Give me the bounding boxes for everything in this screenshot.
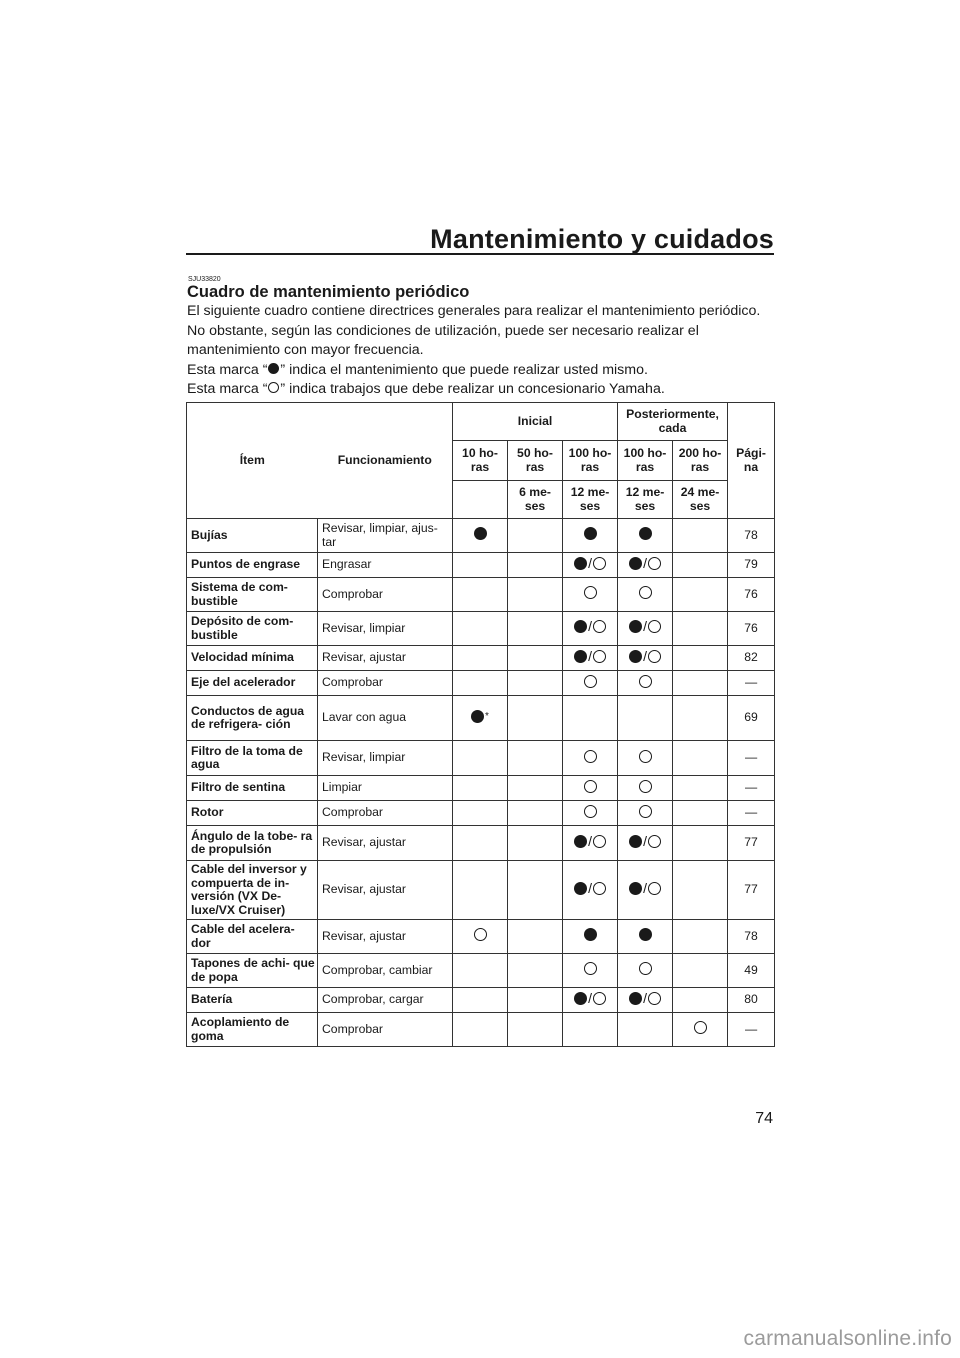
maintenance-mark xyxy=(629,554,661,571)
row-item: Conductos de agua de refrigera- ción xyxy=(187,696,318,741)
table-row xyxy=(187,519,775,553)
header-initial: Inicial xyxy=(453,403,618,441)
header-hours: 100 ho- ras xyxy=(563,441,618,481)
hollow-circle-icon xyxy=(474,928,487,941)
schedule-cell xyxy=(563,612,618,646)
section-code: SJU33820 xyxy=(188,276,221,283)
row-operation: Lavar con agua xyxy=(318,696,453,741)
maintenance-mark xyxy=(584,675,597,688)
hollow-circle-icon xyxy=(593,835,606,848)
row-operation: Revisar, ajustar xyxy=(318,826,453,861)
maintenance-mark xyxy=(694,1021,707,1034)
row-item: Filtro de sentina xyxy=(187,776,318,801)
row-operation: Revisar, limpiar xyxy=(318,741,453,776)
schedule-cell xyxy=(618,826,673,861)
schedule-cell xyxy=(618,519,673,553)
table-row xyxy=(187,696,775,741)
table-row xyxy=(187,920,775,954)
schedule-cell xyxy=(453,1013,508,1047)
row-page: 78 xyxy=(728,920,775,954)
maintenance-mark xyxy=(584,928,597,941)
table-row xyxy=(187,954,775,988)
schedule-cell xyxy=(563,1013,618,1047)
maintenance-mark xyxy=(639,527,652,540)
header-hours: 100 ho- ras xyxy=(618,441,673,481)
schedule-cell xyxy=(618,954,673,988)
table-row xyxy=(187,1013,775,1047)
row-item: Cable del acelera- dor xyxy=(187,920,318,954)
schedule-cell xyxy=(508,696,563,741)
schedule-cell xyxy=(563,553,618,578)
hollow-circle-icon xyxy=(584,586,597,599)
row-operation: Comprobar, cargar xyxy=(318,988,453,1013)
maintenance-mark xyxy=(584,780,597,793)
row-item: Puntos de engrase xyxy=(187,553,318,578)
schedule-cell xyxy=(563,826,618,861)
row-page: 77 xyxy=(728,861,775,920)
schedule-cell xyxy=(563,801,618,826)
row-item: Depósito de com- bustible xyxy=(187,612,318,646)
slash-separator: / xyxy=(588,832,592,849)
filled-circle-icon xyxy=(574,835,587,848)
maintenance-mark xyxy=(584,527,597,540)
schedule-cell xyxy=(673,988,728,1013)
table-row xyxy=(187,988,775,1013)
hollow-circle-icon xyxy=(639,780,652,793)
filled-circle-icon xyxy=(574,557,587,570)
hollow-circle-icon xyxy=(584,750,597,763)
maintenance-mark xyxy=(574,879,606,896)
header-operation: Funcionamiento xyxy=(318,403,453,519)
hollow-circle-icon xyxy=(268,382,279,393)
legend-suffix: ” indica trabajos que debe realizar un concesionario Yamaha. xyxy=(280,381,665,398)
schedule-cell xyxy=(618,553,673,578)
schedule-cell xyxy=(453,954,508,988)
filled-circle-icon xyxy=(629,650,642,663)
asterisk-note: * xyxy=(485,710,489,722)
schedule-cell xyxy=(673,553,728,578)
schedule-cell xyxy=(618,801,673,826)
row-item: Cable del inversor y compuerta de in- versión (VX De- luxe/VX Cruiser) xyxy=(187,861,318,920)
row-page: 82 xyxy=(728,646,775,671)
schedule-cell xyxy=(508,519,563,553)
filled-circle-icon xyxy=(574,650,587,663)
schedule-cell xyxy=(508,671,563,696)
table-row xyxy=(187,861,775,920)
row-page: — xyxy=(728,776,775,801)
header-page: Pági- na xyxy=(728,403,775,519)
maintenance-mark xyxy=(471,710,489,724)
filled-circle-icon xyxy=(629,835,642,848)
table-row xyxy=(187,671,775,696)
hollow-circle-icon xyxy=(648,620,661,633)
page-title: Mantenimiento y cuidados xyxy=(430,224,774,254)
maintenance-mark xyxy=(574,554,606,571)
schedule-cell xyxy=(508,646,563,671)
hollow-circle-icon xyxy=(593,620,606,633)
schedule-cell xyxy=(453,861,508,920)
row-operation: Limpiar xyxy=(318,776,453,801)
schedule-cell xyxy=(453,646,508,671)
schedule-cell xyxy=(618,578,673,612)
schedule-cell xyxy=(453,920,508,954)
row-page: 77 xyxy=(728,826,775,861)
legend-suffix: ” indica el mantenimiento que puede realizar usted mismo. xyxy=(280,361,648,378)
maintenance-mark xyxy=(474,527,487,540)
title-rule xyxy=(186,253,774,255)
schedule-cell xyxy=(508,776,563,801)
schedule-cell xyxy=(673,696,728,741)
hollow-circle-icon xyxy=(593,992,606,1005)
schedule-cell xyxy=(618,671,673,696)
row-operation: Comprobar, cambiar xyxy=(318,954,453,988)
schedule-cell xyxy=(563,920,618,954)
schedule-cell xyxy=(673,519,728,553)
legend-filled xyxy=(187,361,777,381)
row-operation: Comprobar xyxy=(318,671,453,696)
hollow-circle-icon xyxy=(639,675,652,688)
maintenance-mark xyxy=(629,620,661,634)
hollow-circle-icon xyxy=(648,992,661,1005)
table-row xyxy=(187,776,775,801)
legend-hollow xyxy=(187,380,777,400)
slash-separator: / xyxy=(643,618,647,635)
row-operation: Revisar, ajustar xyxy=(318,920,453,954)
schedule-cell xyxy=(453,741,508,776)
filled-circle-icon xyxy=(471,710,484,723)
header-months: 24 me- ses xyxy=(673,481,728,519)
maintenance-mark xyxy=(639,928,652,941)
maintenance-mark xyxy=(629,647,661,664)
schedule-cell xyxy=(618,988,673,1013)
slash-separator: / xyxy=(588,618,592,635)
schedule-cell xyxy=(673,578,728,612)
slash-separator: / xyxy=(588,879,592,896)
row-item: Filtro de la toma de agua xyxy=(187,741,318,776)
slash-separator: / xyxy=(588,554,592,571)
legend-prefix: Esta marca “ xyxy=(187,381,268,398)
row-operation: Revisar, limpiar xyxy=(318,612,453,646)
schedule-cell xyxy=(673,826,728,861)
hollow-circle-icon xyxy=(593,650,606,663)
header-months: 12 me- ses xyxy=(563,481,618,519)
maintenance-mark xyxy=(574,647,606,664)
row-page: 69 xyxy=(728,696,775,741)
schedule-cell xyxy=(508,578,563,612)
maintenance-mark xyxy=(639,962,652,975)
schedule-cell xyxy=(618,1013,673,1047)
row-page: 80 xyxy=(728,988,775,1013)
filled-circle-icon xyxy=(629,992,642,1005)
row-operation: Revisar, limpiar, ajus- tar xyxy=(318,519,453,553)
schedule-cell xyxy=(453,988,508,1013)
row-item: Eje del acelerador xyxy=(187,671,318,696)
schedule-cell xyxy=(618,646,673,671)
hollow-circle-icon xyxy=(593,882,606,895)
table-row xyxy=(187,578,775,612)
hollow-circle-icon xyxy=(639,750,652,763)
maintenance-mark xyxy=(639,750,652,763)
schedule-cell xyxy=(618,612,673,646)
filled-circle-icon xyxy=(584,527,597,540)
header-months: 12 me- ses xyxy=(618,481,673,519)
row-page: — xyxy=(728,741,775,776)
slash-separator: / xyxy=(588,989,592,1006)
row-operation: Revisar, ajustar xyxy=(318,861,453,920)
maintenance-mark xyxy=(639,780,652,793)
row-operation: Revisar, ajustar xyxy=(318,646,453,671)
maintenance-mark xyxy=(629,832,661,849)
schedule-cell xyxy=(673,671,728,696)
hollow-circle-icon xyxy=(639,962,652,975)
schedule-cell xyxy=(563,741,618,776)
schedule-cell xyxy=(563,646,618,671)
row-page: — xyxy=(728,671,775,696)
hollow-circle-icon xyxy=(639,805,652,818)
schedule-cell xyxy=(673,776,728,801)
row-operation: Comprobar xyxy=(318,801,453,826)
row-item: Batería xyxy=(187,988,318,1013)
table-row xyxy=(187,553,775,578)
schedule-cell xyxy=(563,671,618,696)
schedule-cell xyxy=(618,776,673,801)
row-item: Velocidad mínima xyxy=(187,646,318,671)
hollow-circle-icon xyxy=(648,835,661,848)
row-item: Acoplamiento de goma xyxy=(187,1013,318,1047)
maintenance-mark xyxy=(574,989,606,1006)
hollow-circle-icon xyxy=(584,780,597,793)
schedule-cell xyxy=(563,776,618,801)
header-thereafter: Posteriormente, cada xyxy=(618,403,728,441)
schedule-cell xyxy=(453,612,508,646)
schedule-cell xyxy=(453,696,508,741)
filled-circle-icon xyxy=(474,527,487,540)
slash-separator: / xyxy=(643,832,647,849)
row-page: — xyxy=(728,1013,775,1047)
schedule-cell xyxy=(508,920,563,954)
row-item: Rotor xyxy=(187,801,318,826)
hollow-circle-icon xyxy=(584,805,597,818)
maintenance-mark xyxy=(629,879,661,896)
maintenance-mark xyxy=(584,586,597,599)
schedule-cell xyxy=(618,920,673,954)
schedule-cell xyxy=(618,696,673,741)
schedule-cell xyxy=(673,646,728,671)
maintenance-mark xyxy=(639,675,652,688)
header-months: 6 me- ses xyxy=(508,481,563,519)
row-page: — xyxy=(728,801,775,826)
schedule-cell xyxy=(673,741,728,776)
filled-circle-icon xyxy=(629,557,642,570)
schedule-cell xyxy=(453,776,508,801)
schedule-cell xyxy=(673,1013,728,1047)
row-item: Ángulo de la tobe- ra de propulsión xyxy=(187,826,318,861)
schedule-cell xyxy=(618,861,673,920)
hollow-circle-icon xyxy=(648,557,661,570)
slash-separator: / xyxy=(643,647,647,664)
filled-circle-icon xyxy=(639,928,652,941)
row-item: Sistema de com- bustible xyxy=(187,578,318,612)
header-hours: 200 ho- ras xyxy=(673,441,728,481)
schedule-cell xyxy=(508,553,563,578)
schedule-cell xyxy=(453,826,508,861)
schedule-cell xyxy=(508,826,563,861)
hollow-circle-icon xyxy=(584,675,597,688)
page-number: 74 xyxy=(755,1110,773,1127)
schedule-cell xyxy=(563,861,618,920)
filled-circle-icon xyxy=(574,992,587,1005)
filled-circle-icon xyxy=(629,620,642,633)
row-item: Tapones de achi- que de popa xyxy=(187,954,318,988)
filled-circle-icon xyxy=(574,620,587,633)
filled-circle-icon xyxy=(268,363,279,374)
maintenance-mark xyxy=(584,750,597,763)
maintenance-table xyxy=(186,402,775,1047)
schedule-cell xyxy=(508,741,563,776)
schedule-cell xyxy=(508,612,563,646)
schedule-cell xyxy=(508,954,563,988)
schedule-cell xyxy=(508,801,563,826)
slash-separator: / xyxy=(643,554,647,571)
row-page: 76 xyxy=(728,578,775,612)
schedule-cell xyxy=(673,612,728,646)
row-page: 79 xyxy=(728,553,775,578)
header-hours: 10 ho- ras xyxy=(453,441,508,481)
schedule-cell xyxy=(453,519,508,553)
row-page: 49 xyxy=(728,954,775,988)
slash-separator: / xyxy=(643,989,647,1006)
hollow-circle-icon xyxy=(648,882,661,895)
schedule-cell xyxy=(563,519,618,553)
hollow-circle-icon xyxy=(639,586,652,599)
schedule-cell xyxy=(508,1013,563,1047)
schedule-cell xyxy=(563,578,618,612)
table-row xyxy=(187,801,775,826)
schedule-cell xyxy=(508,861,563,920)
table-row xyxy=(187,741,775,776)
schedule-cell xyxy=(563,954,618,988)
schedule-cell xyxy=(453,671,508,696)
maintenance-mark xyxy=(474,928,487,941)
schedule-cell xyxy=(673,801,728,826)
hollow-circle-icon xyxy=(648,650,661,663)
slash-separator: / xyxy=(588,647,592,664)
maintenance-mark xyxy=(639,805,652,818)
row-operation: Engrasar xyxy=(318,553,453,578)
schedule-cell xyxy=(453,578,508,612)
schedule-cell xyxy=(453,801,508,826)
schedule-cell xyxy=(453,553,508,578)
watermark-url: carmanualsonline.info xyxy=(743,1327,952,1350)
maintenance-mark xyxy=(574,620,606,634)
maintenance-mark xyxy=(639,586,652,599)
row-page: 76 xyxy=(728,612,775,646)
schedule-cell xyxy=(508,988,563,1013)
table-row xyxy=(187,646,775,671)
schedule-cell xyxy=(673,920,728,954)
header-months xyxy=(453,481,508,519)
schedule-cell xyxy=(673,861,728,920)
row-page: 78 xyxy=(728,519,775,553)
schedule-cell xyxy=(563,988,618,1013)
table-row xyxy=(187,612,775,646)
legend-prefix: Esta marca “ xyxy=(187,361,268,378)
schedule-cell xyxy=(618,741,673,776)
filled-circle-icon xyxy=(629,882,642,895)
filled-circle-icon xyxy=(574,882,587,895)
schedule-cell xyxy=(563,696,618,741)
filled-circle-icon xyxy=(639,527,652,540)
row-operation: Comprobar xyxy=(318,1013,453,1047)
table-row xyxy=(187,826,775,861)
filled-circle-icon xyxy=(584,928,597,941)
schedule-cell xyxy=(673,954,728,988)
hollow-circle-icon xyxy=(694,1021,707,1034)
hollow-circle-icon xyxy=(593,557,606,570)
maintenance-mark xyxy=(574,832,606,849)
maintenance-mark xyxy=(629,989,661,1006)
row-operation: Comprobar xyxy=(318,578,453,612)
header-hours: 50 ho- ras xyxy=(508,441,563,481)
maintenance-mark xyxy=(584,962,597,975)
hollow-circle-icon xyxy=(584,962,597,975)
header-item: Ítem xyxy=(187,403,318,519)
intro-text xyxy=(187,302,777,400)
maintenance-mark xyxy=(584,805,597,818)
row-item: Bujías xyxy=(187,519,318,553)
section-title: Cuadro de mantenimiento periódico xyxy=(187,283,470,301)
intro-paragraph: El siguiente cuadro contiene directrices generales para realizar el mantenimiento periódico. No obstante, según las condiciones de utilización, puede ser necesario realizar el mantenimiento con mayor frecuencia. xyxy=(187,303,761,359)
slash-separator: / xyxy=(643,879,647,896)
